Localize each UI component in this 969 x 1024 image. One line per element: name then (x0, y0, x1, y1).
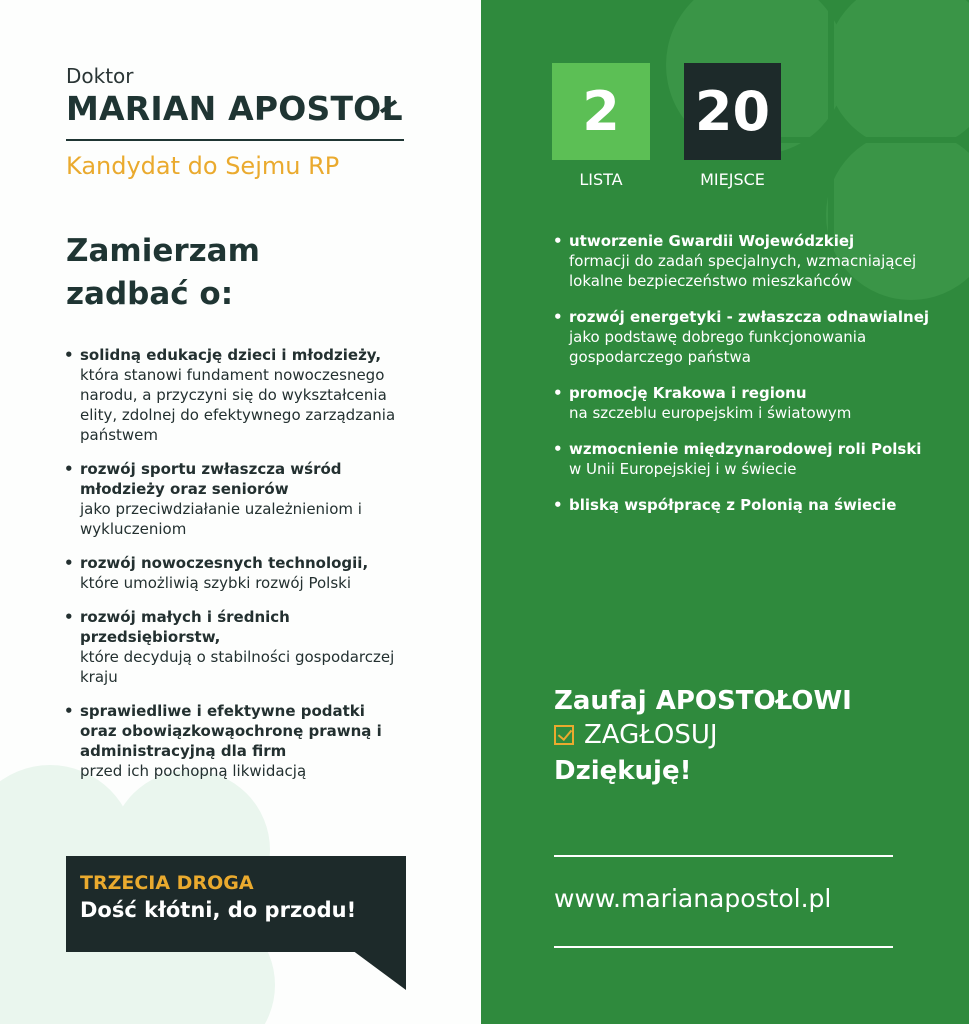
bullet-icon: • (553, 440, 563, 458)
right-program-list (553, 231, 953, 531)
left-panel (0, 0, 481, 1024)
candidate-subtitle: Kandydat do Sejmu RP (66, 152, 340, 180)
bullet-icon: • (553, 496, 563, 514)
place-label: MIEJSCE (700, 170, 765, 189)
checkbox-icon (554, 725, 574, 745)
call-to-action (554, 686, 852, 786)
list-item: • sprawiedliwe i efektywne podatki oraz obowiązkowąochronę prawną i administracyjną dla firm przed ich pochopną likwidacją (64, 702, 382, 780)
list-item: • bliską współpracę z Polonią na świecie (553, 496, 897, 514)
website-link[interactable]: www.marianapostol.pl (554, 884, 832, 913)
slogan-party: TRZECIA DROGA (80, 872, 254, 894)
slogan-box (66, 856, 406, 952)
cta-thanks: Dziękuję! (554, 756, 692, 786)
list-label: LISTA (579, 170, 623, 189)
bullet-icon: • (64, 608, 74, 626)
list-item: • utworzenie Gwardii Wojewódzkiej formacji do zadań specjalnych, wzmacniającej lokalne bezpieczeństwo mieszkańców (553, 232, 917, 290)
bullet-icon: • (553, 308, 563, 326)
place-number-badge: 20 (684, 63, 781, 160)
intro-heading: Zamierzam zadbać o: (66, 233, 260, 312)
speech-bubble-tail (352, 950, 406, 990)
bullet-icon: • (64, 346, 74, 364)
bullet-icon: • (64, 554, 74, 572)
list-item: • rozwój energetyki - zwłaszcza odnawialnej jako podstawę dobrego funkcjonowania gospodarczego państwa (553, 308, 930, 366)
right-panel (481, 0, 969, 1024)
bullet-icon: • (553, 384, 563, 402)
divider (554, 855, 893, 857)
cta-vote-label: ZAGŁOSUJ (584, 720, 718, 750)
bullet-icon: • (553, 232, 563, 250)
cta-trust: Zaufaj APOSTOŁOWI (554, 686, 852, 716)
list-item: • solidną edukację dzieci i młodzieży, która stanowi fundament nowoczesnego narodu, a przyczyni się do wykształcenia elity, zdolnej do efektywnego zarządzania państwem (64, 346, 396, 444)
slogan-motto: Dość kłótni, do przodu! (80, 898, 357, 922)
divider (554, 946, 893, 948)
list-number-badge: 2 (552, 63, 650, 160)
cta-vote (554, 720, 852, 750)
list-item: • rozwój małych i średnich przedsiębiorstw, które decydują o stabilności gospodarczej kraju (64, 608, 395, 686)
list-item: • rozwój sportu zwłaszcza wśród młodzieży oraz seniorów jako przeciwdziałanie uzależnieniom i wykluczeniom (64, 460, 362, 538)
title-divider (66, 139, 404, 141)
title-prefix: Doktor (66, 64, 134, 88)
bullet-icon: • (64, 702, 74, 720)
list-item: • rozwój nowoczesnych technologii, które umożliwią szybki rozwój Polski (64, 554, 369, 592)
list-item: • promocję Krakowa i regionu na szczeblu europejskim i światowym (553, 384, 852, 422)
bullet-icon: • (64, 460, 74, 478)
left-program-list (64, 345, 404, 795)
candidate-name: MARIAN APOSTOŁ (66, 89, 403, 128)
list-item: • wzmocnienie międzynarodowej roli Polski w Unii Europejskiej i w świecie (553, 440, 922, 478)
